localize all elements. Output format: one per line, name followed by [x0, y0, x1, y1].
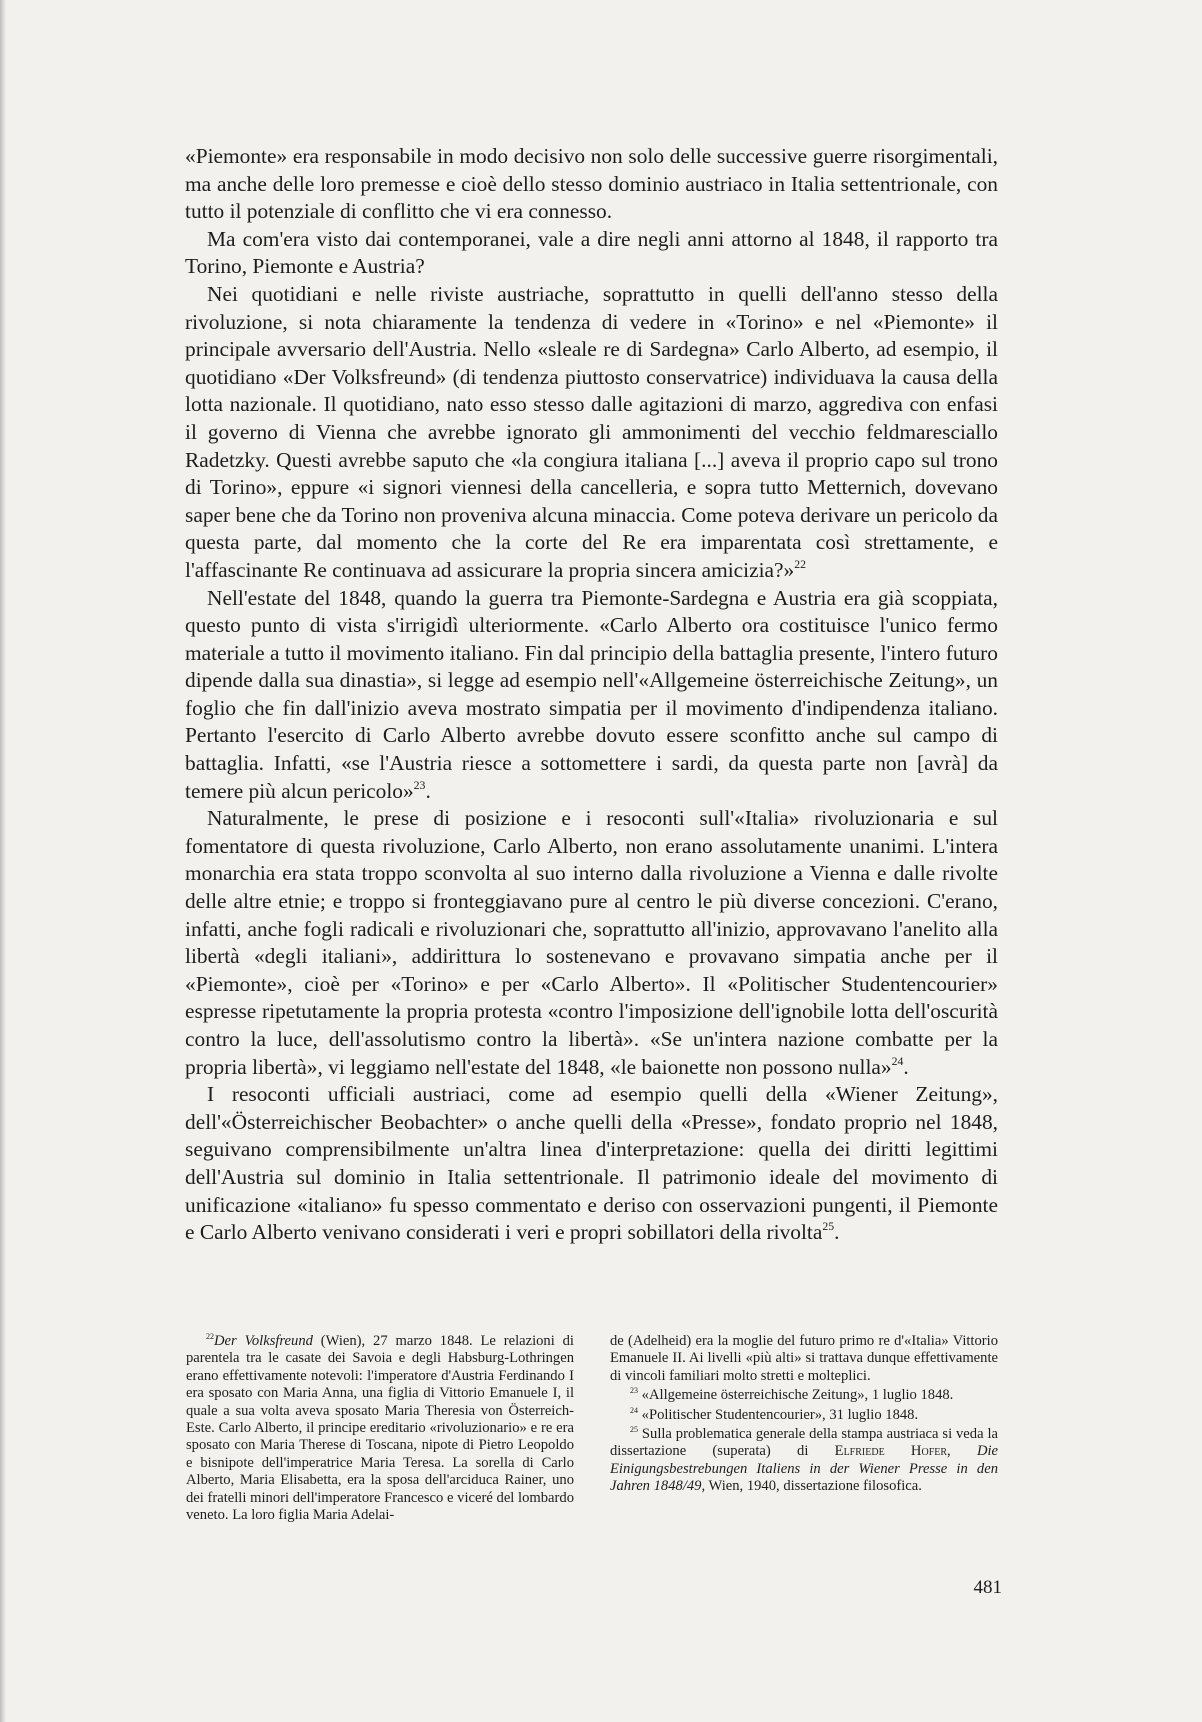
footnote-ref[interactable]: 22	[794, 558, 806, 572]
footnote-25: $^{25}$ Sulla problematica generale della stampa austriaca si veda la dissertazione (superata) di Elfriede Hofer, Die Einigungsbestrebungen Italiens in der Wiener Presse in den Jahren 1848/49, Wien, 1940, dissertazione filosofica.	[610, 1425, 999, 1495]
footnote-22: $^{22}$Der Volksfreund (Wien), 27 marzo 1848. Le relazioni di parentela tra le casate dei Savoia e degli Habsburg-Lothringen erano effettivamente notevoli: l'imperatore d'Austria Ferdinando I era sposato con Maria Anna, una figlia di Vittorio Emanuele I, il quale a sua volta aveva sposato Maria Theresia von Österreich-Este. Carlo Alberto, il principe ereditario «rivoluzionario» e re era sposato con Maria Therese di Toscana, nipote di Pietro Leopoldo e bisnipote dell'imperatrice Maria Teresa. La sorella di Carlo Alberto, Maria Elisabetta, era la sposa dell'arciduca Rainer, uno dei fratelli minori dell'imperatore Francesco e viceré del lombardo veneto. La loro figlia Maria Adelai-	[186, 1331, 574, 1524]
paragraph: «Piemonte» era responsabile in modo decisivo non solo delle successive guerre risorgimentali, ma anche delle loro premesse e cioè dello stesso dominio austriaco in Italia settentrionale, con tutto il potenziale di conflitto che vi era connesso.	[185, 144, 998, 224]
page-number: 481	[973, 1577, 1002, 1598]
footnote-column-right	[610, 1333, 998, 1524]
footnote-ref[interactable]: 25	[822, 1220, 835, 1234]
paragraph: Nell'estate del 1848, quando la guerra tra Piemonte-Sardegna e Austria era già scoppiata, questo punto di vista s'irrigidì ulteriormente. «Carlo Alberto ora costituisce l'unico fermo materiale a tutto il movimento italiano. Fin dal principio della battaglia presente, l'intero futuro dipende dalla sua dinastia», si legge ad esempio nell'«Allgemeine österreichische Zeitung», un foglio che fin dall'inizio aveva mostrato simpatia per il movimento d'indipendenza italiano. Pertanto l'esercito di Carlo Alberto avrebbe dovuto essere sconfitto anche sul campo di battaglia. Infatti, «se l'Austria riesce a sottomettere i sardi, da questa parte non [avrà] da temere più alcun pericolo»$^{23}$.	[185, 585, 998, 803]
paragraph: Ma com'era visto dai contemporanei, vale a dire negli anni attorno al 1848, il rapporto tra Torino, Piemonte e Austria?	[185, 226, 998, 279]
main-text	[185, 143, 998, 1247]
footnote-ref[interactable]: 23	[413, 778, 426, 792]
footnotes	[186, 1333, 998, 1524]
footnote-22-continuation: de (Adelheid) era la moglie del futuro primo re d'«Italia» Vittorio Emanuele II. Ai livelli «più alti» si trattava dunque effettivamente di vincoli familiari molto stretti e molteplici.	[610, 1333, 998, 1384]
paragraph: Naturalmente, le prese di posizione e i resoconti sull'«Italia» rivoluzionaria e sul fomentatore di questa rivoluzione, Carlo Alberto, non erano assolutamente unanimi. L'intera monarchia era stata troppo sconvolta al suo interno dalla rivoluzione a Vienna e dalle rivolte delle altre etnie; e troppo si fronteggiavano pure al centro le più diverse concezioni. C'erano, infatti, anche fogli radicali e rivoluzionari che, soprattutto all'inizio, approvavano l'anelito alla libertà «degli italiani», addirittura lo sostenevano e provavano simpatia anche per il «Piemonte», cioè per «Torino» e per «Carlo Alberto». Il «Politischer Studentencourier» espresse ripetutamente la propria protesta «contro l'imposizione dell'ignobile lotta dell'oscurità contro la luce, dell'assolutismo contro la libertà». «Se un'intera nazione combatte per la propria libertà», vi leggiamo nell'estate del 1848, «le baionette non possono nulla»$^{24}$.	[185, 806, 998, 1079]
footnote-24: $^{24}$ «Politischer Studentencourier», 31 luglio 1848.	[630, 1405, 919, 1423]
footnote-23: $^{23}$ «Allgemeine österreichische Zeitung», 1 luglio 1848.	[630, 1386, 954, 1404]
footnote-ref[interactable]: 24	[891, 1054, 904, 1068]
scan-page-edge	[0, 0, 6, 1722]
footnote-column-left	[186, 1333, 574, 1524]
paragraph: Nei quotidiani e nelle riviste austriache, soprattutto in quelli dell'anno stesso della rivoluzione, si nota chiaramente la tendenza di vedere in «Torino» e nel «Piemonte» il principale avversario dell'Austria. Nello «sleale re di Sardegna» Carlo Alberto, ad esempio, il quotidiano «Der Volksfreund» (di tendenza piuttosto conservatrice) individuava la causa della lotta nazionale. Il quotidiano, nato esso stesso dalle agitazioni di marzo, aggrediva con enfasi il governo di Vienna che avrebbe ignorato gli ammonimenti del vecchio feldmaresciallo Radetzky. Questi avrebbe saputo che «la congiura italiana [...] aveva il proprio capo sul trono di Torino», eppure «i signori viennesi della cancelleria, e sopra tutto Metternich, dovevano saper bene che da Torino non proveniva alcuna minaccia. Come poteva derivare un pericolo da questa parte, dal momento che la corte del Re era imparentata così strettamente, e l'affascinante Re continuava ad assicurare la propria sincera amicizia?»$^{22}$	[185, 281, 998, 582]
paragraph: I resoconti ufficiali austriaci, come ad esempio quelli della «Wiener Zeitung», dell'«Österreichischer Beobachter» o anche quelli della «Presse», fondato proprio nel 1848, seguivano comprensibilmente un'altra linea d'interpretazione: quella dei diritti legittimi dell'Austria sul dominio in Italia settentrionale. Il patrimonio ideale del movimento di unificazione «italiano» fu spesso commentato e deriso con osservazioni pungenti, il Piemonte e Carlo Alberto venivano considerati i veri e propri sobillatori della rivolta$^{25}$.	[185, 1082, 998, 1245]
